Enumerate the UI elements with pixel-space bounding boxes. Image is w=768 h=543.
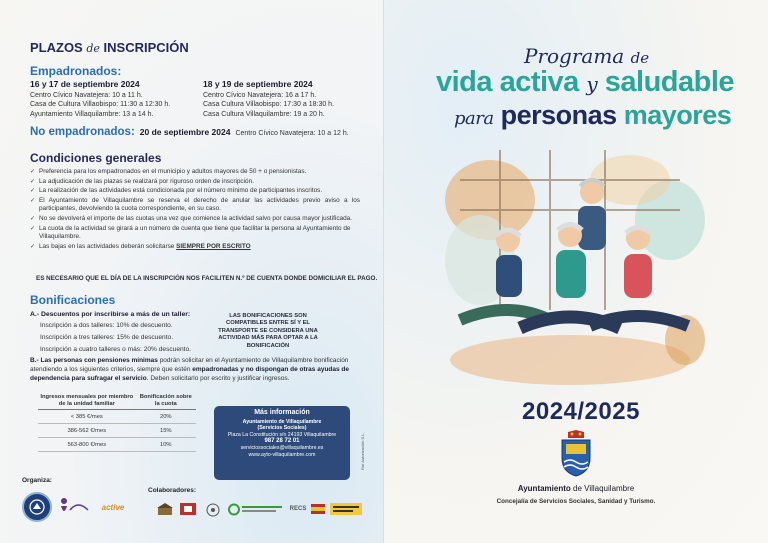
collab-logo-7 bbox=[330, 503, 362, 515]
organiza-label: Organiza: bbox=[22, 477, 52, 484]
collab-logo-2 bbox=[180, 503, 196, 515]
list-item: ✓ La cuota de la actividad se girará a un número de cuenta que tiene que facilitar la persona al Ayuntamiento de Villaquilambre. bbox=[30, 225, 360, 242]
government-shield-icon bbox=[310, 503, 326, 515]
schedule-col-2: 18 y 19 de septiembre 2024 Centro Cívico Navatejera: 16 a 17 h. Casa Cultura Villaobispo: 17:30 a 18:30 h. Casa Cultura Villaquilambre: 19 a 20 h. bbox=[203, 79, 335, 118]
table-row: 563-800 €/mes 10% bbox=[38, 438, 196, 452]
cover-title-line-2: vida activa y saludable bbox=[436, 66, 735, 98]
concejalia-name: Concejalía de Servicios Sociales, Sanidad y Turismo. bbox=[496, 498, 656, 505]
list-item: ✓ Preferencia para los empadronados en el municipio y adultos mayores de 50 + o pensionistas. bbox=[30, 168, 360, 177]
plazos-heading: PLAZOS de INSCRIPCIÓN bbox=[30, 40, 189, 55]
bonificacion-a-item: Inscripción a cuatro talleres o más: 20% descuento. bbox=[40, 346, 192, 353]
building-icon bbox=[156, 502, 174, 516]
organizer-logo-2 bbox=[58, 496, 92, 518]
seal-icon bbox=[27, 497, 47, 517]
yoga-illustration bbox=[440, 140, 710, 390]
collab-logo-1 bbox=[156, 502, 174, 516]
table-header: Ingresos mensuales por miembro de la unidad familiar bbox=[38, 393, 136, 410]
compatibility-note: LAS BONIFICACIONES SON COMPATIBLES ENTRE SÍ Y EL TRANSPORTE SE CONSIDERA UNA ACTIVIDAD MÁS PARA OPTAR A LA BONIFICACIÓN bbox=[218, 313, 318, 349]
table-row: 386-562 €/mes 15% bbox=[38, 424, 196, 438]
green-logo-icon bbox=[228, 503, 286, 516]
condiciones-heading: Condiciones generales bbox=[30, 151, 162, 165]
collab-logo-3 bbox=[204, 503, 222, 517]
list-item: ✓ El Ayuntamiento de Villaquilambre se reserva el derecho de anular las actividades previo aviso a los participantes, devolviendo la cuota correspondiente, en su caso. bbox=[30, 197, 360, 214]
no-empadronados-line: No empadronados: 20 de septiembre 2024 Centro Cívico Navatejera: 10 a 12 h. bbox=[30, 126, 349, 138]
printer-credit: Ral·Autorización S.L. bbox=[360, 432, 365, 470]
list-item: ✓ No se devolverá el importe de las cuotas una vez que comience la actividad salvo por causa mayor justificada. bbox=[30, 215, 360, 224]
empadronados-heading: Empadronados: bbox=[30, 64, 122, 78]
organizer-logo-1 bbox=[22, 492, 52, 522]
collab-logo-recs: RECS bbox=[289, 506, 307, 512]
bonificacion-a-item: Inscripción a tres talleres: 15% de descuento. bbox=[40, 334, 174, 341]
table-row: < 385 €/mes 20% bbox=[38, 410, 196, 424]
bonificacion-a-item: Inscripción a dos talleres: 10% de descuento. bbox=[40, 322, 173, 329]
cover-title-line-3: para personas mayores bbox=[454, 100, 732, 130]
program-year: 2024/2025 bbox=[522, 398, 640, 425]
email-link[interactable]: serviciossociales@villaquilambre.es bbox=[240, 444, 324, 451]
organizer-logo-active: active bbox=[101, 502, 125, 512]
income-table bbox=[38, 393, 196, 452]
list-item: ✓ Las bajas en las actividades deberán solicitarse SIEMPRE POR ESCRITO bbox=[30, 243, 360, 252]
cuenta-notice: ES NECESARIO QUE EL DÍA DE LA INSCRIPCIÓN NOS FACILITEN N.º DE CUENTA DONDE DOMICILIAR EL PAGO. bbox=[36, 275, 378, 282]
emblem-icon bbox=[204, 503, 222, 517]
figure-logo-icon bbox=[58, 496, 92, 518]
bonificacion-b-text: B.- Las personas con pensiones mínimas podrán solicitar en el Ayuntamiento de Villaquilambre bonificación atendiendo a los siguientes criterios, siempre que estén empadronadas y no dispongan de otras ayudas de dependencia para sufragar el servicio. Deben solicitarlo por escrito y justificar ingresos. bbox=[30, 357, 350, 382]
info-box: Más información Ayuntamiento de Villaquilambre (Servicios Sociales) Plaza La Constitución s/n 24193 Villaquilambre 987 28 72 01 serviciossociales@villaquilambre.es www.ayto-villaquilambre.com bbox=[214, 406, 350, 480]
condiciones-list bbox=[30, 168, 360, 252]
red-logo-icon bbox=[180, 503, 196, 515]
ministry-logo-icon bbox=[330, 503, 362, 515]
schedule-col-1: 16 y 17 de septiembre 2024 Centro Cívico Navatejera: 10 a 11 h. Casa de Cultura Villaobispo: 11:30 a 12:30 h. Ayuntamiento Villaquilambre: 13 a 14 h. bbox=[30, 79, 171, 118]
table-header: Bonificación sobre la cuota bbox=[136, 393, 196, 410]
cover-title-line-1: Programa de bbox=[524, 44, 650, 68]
colaboradores-label: Colaboradores: bbox=[148, 487, 197, 494]
coat-of-arms-icon bbox=[558, 430, 594, 478]
ayuntamiento-name: Ayuntamiento de Villaquilambre bbox=[517, 484, 635, 493]
list-item: ✓ La realización de las actividades está condicionada por el número mínimo de participantes inscritos. bbox=[30, 187, 360, 196]
collab-logo-6 bbox=[310, 503, 326, 515]
web-link[interactable]: www.ayto-villaquilambre.com bbox=[248, 451, 316, 458]
bonificaciones-heading: Bonificaciones bbox=[30, 293, 116, 307]
list-item: ✓ La adjudicación de las plazas se realizará por riguroso orden de inscripción. bbox=[30, 178, 360, 187]
collab-logo-4 bbox=[228, 503, 286, 516]
bonificacion-a-title: A.- Descuentos por inscribirse a más de un taller: bbox=[30, 311, 191, 318]
